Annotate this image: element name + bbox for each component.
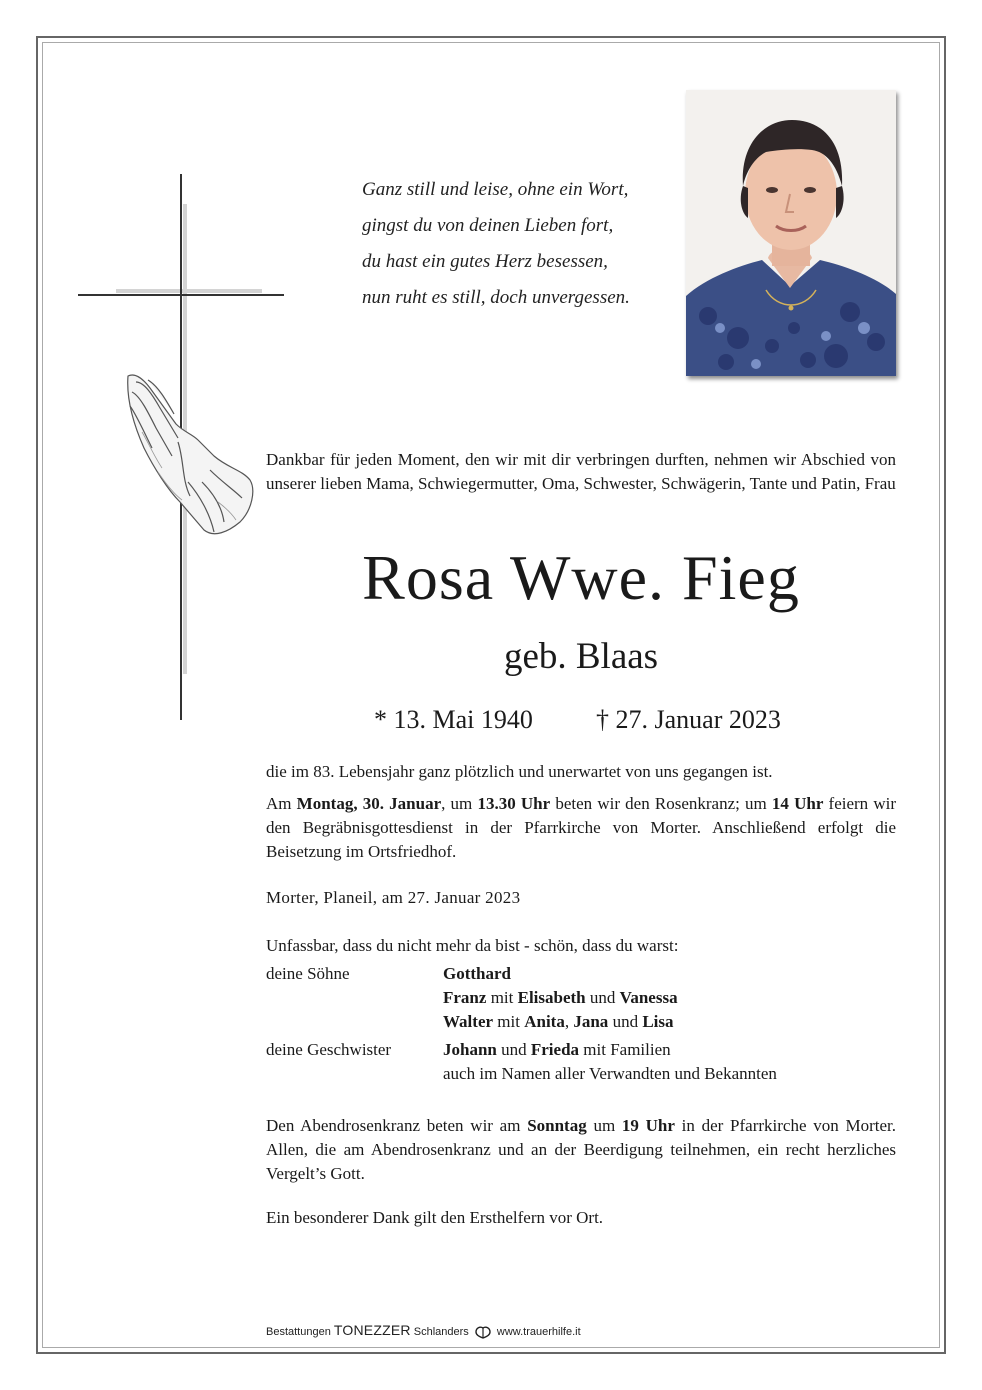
footer-location: Schlanders (410, 1326, 469, 1338)
footer (266, 1323, 686, 1339)
sons-names: Gotthard (443, 964, 511, 983)
farewell-line: Unfassbar, dass du nicht mehr da bist - schön, dass du warst: (266, 936, 679, 955)
sons-names: Franz mit Elisabeth und Vanessa (443, 988, 678, 1007)
evening-rosary-text: Den Abendrosenkranz beten wir am Sonntag um 19 Uhr in der Pfarrkirche von Morter. Allen, die am Abendrosenkranz und an der Beerdigung teilnehmen, ein recht herzliches Vergelt’s Gott. (266, 1116, 896, 1183)
age-text: die im 83. Lebensjahr ganz plötzlich und unerwartet von uns gegangen ist. (266, 762, 773, 781)
memorial-poem (362, 172, 682, 316)
poem-line: du hast ein gutes Herz besessen, (362, 251, 608, 272)
sons-label: deine Söhne (266, 964, 350, 983)
intro-text: Dankbar für jeden Moment, den wir mit dir verbringen durften, nehmen wir Abschied von unserer lieben Mama, Schwiegermutter, Oma, Schwester, Schwägerin, Tante und Patin, Frau (266, 450, 896, 493)
funeral-details: Am Montag, 30. Januar, um 13.30 Uhr beten wir den Rosenkranz; um 14 Uhr feiern wir den Begräbnisgottesdienst in der Pfarrkirche von Morter. Anschließend erfolgt die Beisetzung im Ortsfriedhof. (266, 794, 897, 861)
poem-line: Ganz still und leise, ohne ein Wort, (362, 179, 629, 200)
relatives-line: auch im Namen aller Verwandten und Bekannten (443, 1064, 777, 1083)
place-and-date: Morter, Planeil, am 27. Januar 2023 (266, 888, 521, 907)
footer-url[interactable]: www.trauerhilfe.it (496, 1326, 581, 1338)
maiden-name: geb. Blaas (503, 636, 659, 677)
siblings-names: Johann und Frieda mit Familien (443, 1040, 671, 1059)
poem-line: gingst du von deinen Lieben fort, (362, 215, 614, 236)
praying-hands-icon (118, 372, 258, 542)
footer-brand: TONEZZER (333, 1322, 411, 1338)
death-date: † 27. Januar 2023 (596, 705, 781, 734)
sons-names: Walter mit Anita, Jana und Lisa (443, 1012, 674, 1031)
thanks-text: Ein besonderer Dank gilt den Ersthelfern vor Ort. (266, 1208, 604, 1227)
trauerhilfe-logo-icon (474, 1325, 492, 1339)
siblings-label: deine Geschwister (266, 1040, 392, 1059)
cross-shadow-horizontal (116, 289, 262, 293)
poem-line: nun ruht es still, doch unvergessen. (362, 287, 630, 308)
portrait-photo (686, 90, 896, 376)
deceased-name: Rosa Wwe. Fieg (362, 542, 800, 613)
birth-date: * 13. Mai 1940 (374, 705, 533, 734)
footer-prefix: Bestattungen (266, 1326, 334, 1338)
